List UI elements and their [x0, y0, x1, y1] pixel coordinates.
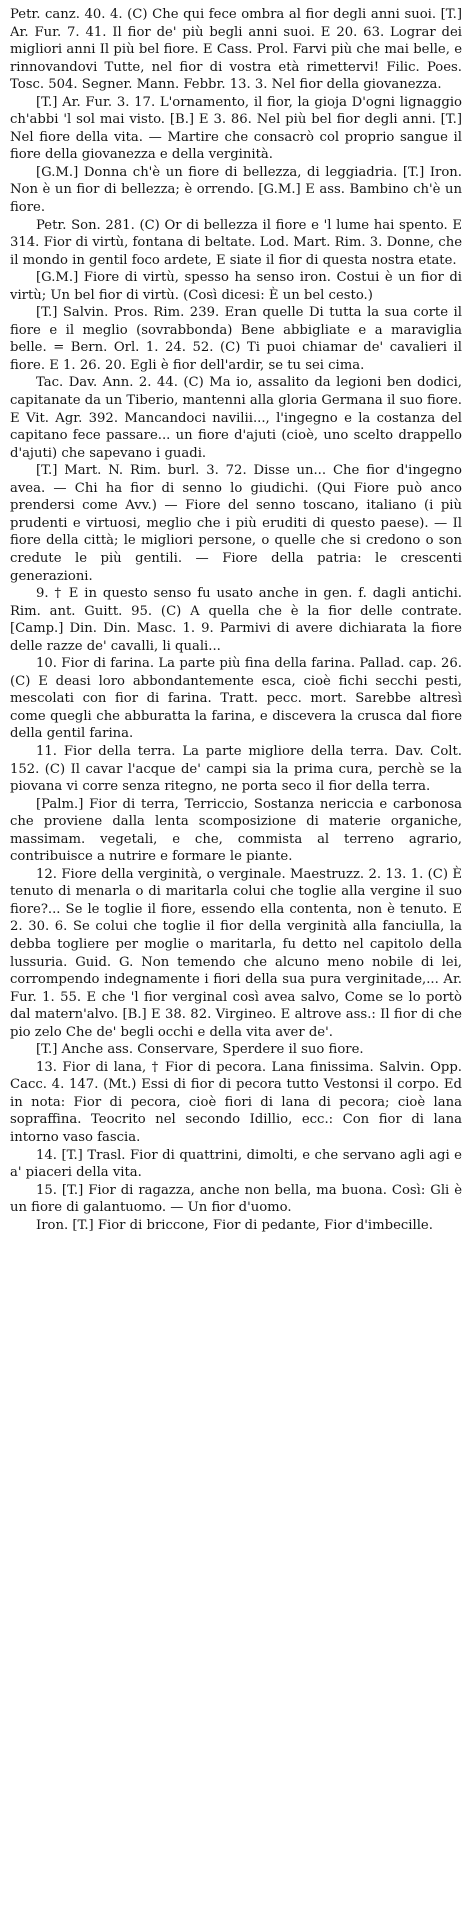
entry-paragraph: [T.] Salvin. Pros. Rim. 239. Eran quelle Di tutta la sua corte il fiore e il meglio (sovrabbonda) Bene abbigliate e a maraviglia belle. = Bern. Orl. 1. 24. 52. (C) Ti puoi chiamar de' cavalieri il fiore. E 1. 26. 20. Egli è fior dell'ardir, se tu sei cima. [10, 305, 462, 373]
entry-paragraph: [T.] Mart. N. Rim. burl. 3. 72. Disse un... Che fior d'ingegno avea. — Chi ha fior di senno lo giudichi. (Qui Fiore può anco prendersi come Avv.) — Fiore del senno toscano, italiano (i più prudenti e virtuosi, meglio che i più eruditi di questo paese). — Il fiore della città; le migliori persone, o quelle che si credono o son credute le più gentili. — Fiore della patria: le crescenti generazioni. [10, 463, 462, 584]
sense-11-paragraph: 11. Fior della terra. La parte migliore della terra. Dav. Colt. 152. (C) Il cavar l'acque de' campi sia la prima cura, perchè se la piovana vi corre senza ritegno, ne porta seco il fior della terra. [10, 743, 462, 795]
entry-paragraph: Petr. Son. 281. (C) Or di bellezza il fiore e 'l lume hai spento. E 314. Fior di virtù, fontana di beltate. Lod. Mart. Rim. 3. Donne, che il mondo in gentil foco ardete, E siate il fior di questa nostra etate. [10, 217, 462, 268]
sense-9-paragraph: 9. † E in questo senso fu usato anche in gen. f. dagli antichi. Rim. ant. Guitt. 95. (C) A quella che è la fior delle contrate. [Camp.] Din. Din. Masc. 1. 9. Parmivi di avere dichiarata la fiore delle razze de' cavalli, li quali... [10, 586, 462, 654]
sense-12-paragraph: 12. Fiore della verginità, o verginale. Maestruzz. 2. 13. 1. (C) È tenuto di menarla o di maritarla colui che toglie alla vergine il suo fiore?... Se le toglie il fiore, essendo ella contenta, non è tenuto. E 2. 30. 6. Se colui che toglie il fior della verginità alla fanciulla, la debba togliere per moglie o maritarla, fu detto nel capitolo della lussuria. Guid. G. Non temendo che alcuno meno nobile di lei, corrompendo indegnamente i fiori della sua pura verginitade,... Ar. Fur. 1. 55. E che 'l fior verginal così avea salvo, Come se lo portò dal matern'alvo. [B.] E 38. 82. Virgineo. E altrove ass.: Il fior di che pio zelo Che de' begli occhi e della vita aver de'. [10, 866, 462, 1040]
entry-paragraph: Tac. Dav. Ann. 2. 44. (C) Ma io, assalito da legioni ben dodici, capitanate da un Tiberio, mantenni alla gloria Germana il suo fiore. E Vit. Agr. 392. Mancandoci navilii..., l'ingegno e la costanza del capitano fece passare... un fiore d'ajuti (cioè, uno scelto drappello d'ajuti) che sapevano i guadi. [10, 375, 462, 461]
entry-paragraph: [Palm.] Fior di terra, Terriccio, Sostanza nericcia e carbonosa che proviene dalla lenta scomposizione di materie organiche, massimam. vegetali, e che, commista al terreno agrario, contribuisce a nutrire e formare le piante. [10, 796, 462, 865]
sense-14-paragraph: 14. [T.] Trasl. Fior di quattrini, dimolti, e che servano agli agi e a' piaceri della vita. [10, 1147, 462, 1181]
entry-paragraph: [T.] Anche ass. Conservare, Sperdere il suo fiore. [36, 1042, 364, 1058]
entry-paragraph: [T.] Ar. Fur. 3. 17. L'ornamento, il fior, la gioja D'ogni lignaggio ch'abbi 'l sol mai visto. [B.] E 3. 86. Nel più bel fior degli anni. [T.] Nel fiore della vita. — Martire che consacrò col proprio sangue il fiore della giovanezza e della verginità. [10, 94, 462, 163]
entry-paragraph: Iron. [T.] Fior di briccone, Fior di pedante, Fior d'imbecille. [36, 1217, 433, 1233]
sense-10-paragraph: 10. Fior di farina. La parte più fina della farina. Pallad. cap. 26. (C) E deasi loro abbondantemente esca, cioè fichi secchi pesti, mescolati con fior di farina. Tratt. pecc. mort. Sarebbe altresì come quegli che abburatta la farina, e discevera la crusca dal fiore della gentil farina. [10, 656, 462, 742]
sense-13-paragraph: 13. Fior di lana, † Fior di pecora. Lana finissima. Salvin. Opp. Cacc. 4. 147. (Mt.) Essi di fior di pecora tutto Vestonsi il corpo. Ed in nota: Fior di pecora, cioè fiori di lana di pecora; cioè lana sopraffina. Teocrito nel secondo Idillio, ecc.: Con fior di lana intorno vaso fascia. [10, 1059, 462, 1145]
entry-paragraph: Petr. canz. 40. 4. (C) Che qui fece ombra al fior degli anni suoi. [T.] Ar. Fur. 7. 41. Il fior de' più begli anni suoi. E 20. 63. Lograr dei migliori anni Il più bel fiore. E Cass. Prol. Farvi più che mai belle, e rinnovandovi Tutte, nel fior di vostra età rimettervi! Filic. Poes. Tosc. 504. Segner. Mann. Febbr. 13. 3. Nel fior della giovanezza. [10, 7, 462, 93]
sense-15-paragraph: 15. [T.] Fior di ragazza, anche non bella, ma buona. Così: Gli è un fiore di galantuomo. — Un fior d'uomo. [10, 1182, 462, 1216]
entry-paragraph: [G.M.] Fiore di virtù, spesso ha senso iron. Costui è un fior di virtù; Un bel fior di virtù. (Così dicesi: È un bel cesto.) [10, 270, 462, 303]
dictionary-page [10, 6, 462, 1904]
entry-paragraph: [G.M.] Donna ch'è un fiore di bellezza, di leggiadria. [T.] Iron. Non è un fior di bellezza; è orrendo. [G.M.] E ass. Bambino ch'è un fiore. [10, 164, 462, 216]
